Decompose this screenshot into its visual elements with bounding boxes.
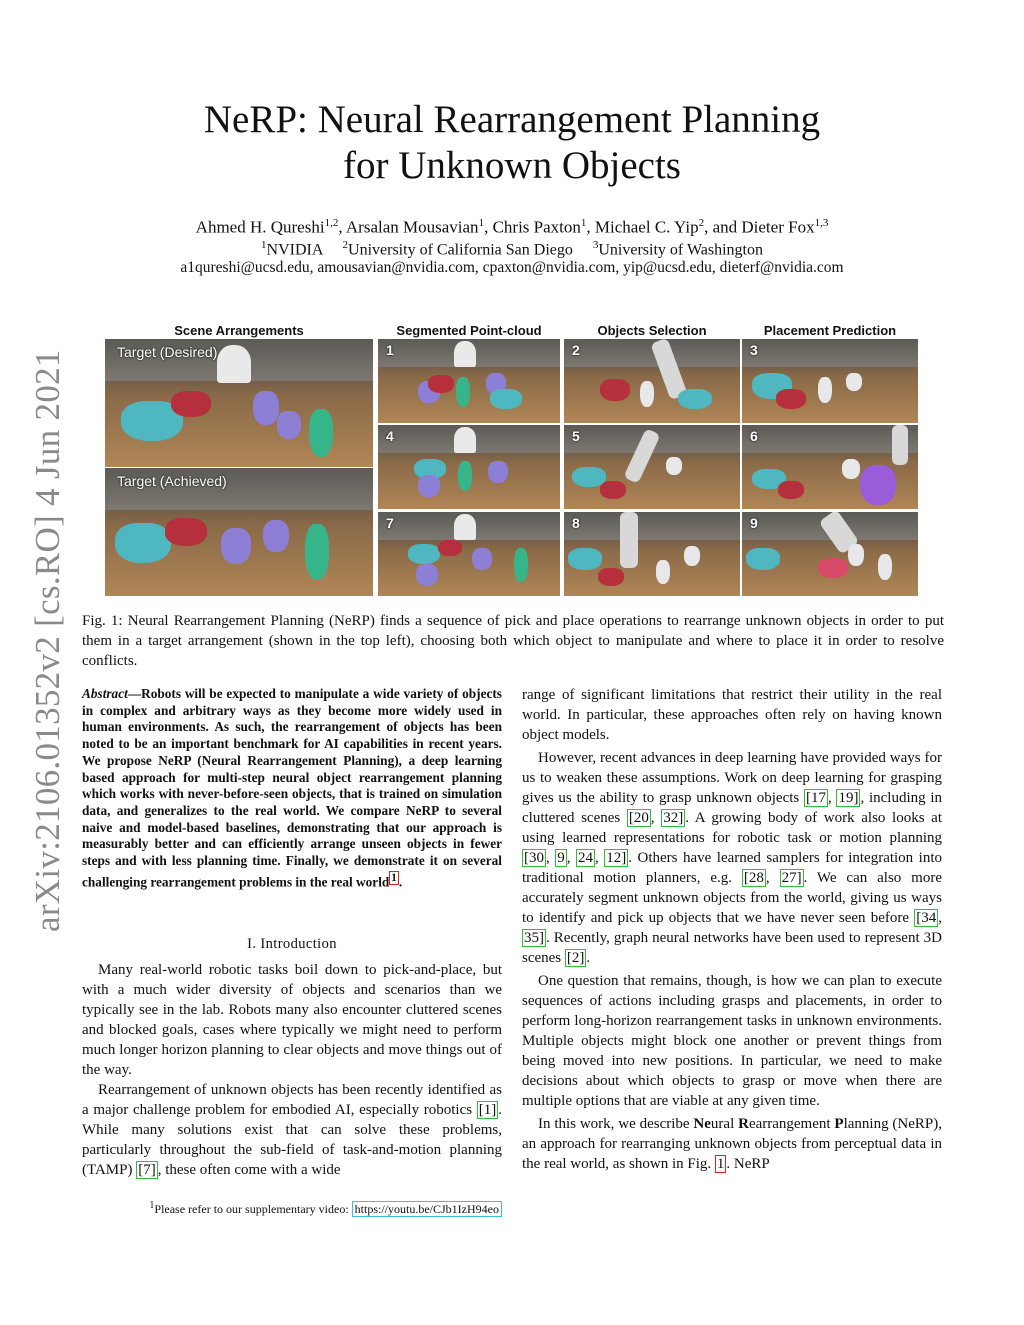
step-number: 7: [386, 515, 394, 531]
abstract: Abstract—Robots will be expected to manipulate a wide variety of objects in complex and arbitrary ways as they become more widely used in human environments. As such, the rearrangement of objects has been noted to be an important benchmark for AI capabilities in recent years. We propose NeRP (Neural Rearrangement Planning), a deep learning based approach for multi-step neural object rearrangement planning which works with never-before-seen objects, that is trained on simulation data, and generalizes to the real world. We compare NeRP to several naive and model-based baselines, demonstrating that our approach is measurably better and can efficiently arrange unseen objects in fewer steps and with less planning time. Finally, we demonstrate it on several challenging rearrangement problems in the real world $^1$ .: [82, 686, 502, 890]
step-number: 3: [750, 342, 758, 358]
figure-header-scene: Scene Arrangements: [174, 323, 304, 338]
intro-left-text: [82, 960, 502, 1180]
citation[interactable]: [1]: [478, 1102, 497, 1118]
citation[interactable]: 19]: [838, 790, 859, 806]
figure-header-placement: Placement Prediction: [763, 323, 897, 338]
photo-target-desired: [105, 339, 373, 467]
paper-title: NeRP: Neural Rearrangement Planning for Unknown Objects: [203, 98, 821, 187]
section-heading: I. Introduction: [247, 936, 337, 952]
step-number: 9: [750, 515, 758, 531]
citation[interactable]: 9: [557, 850, 565, 866]
paragraph: One question that remains, though, is how we can plan to execute sequences of actions including grasps and placements, in order to perform long-horizon rearrangement tasks in unknown environments. Multiple objects might block one another or prevent things from being moved into new positions. In particular, we need to make decisions about which objects to grasp or move when there are multiple options that are viable at any given time.: [522, 973, 942, 1109]
step-photo-7: [378, 512, 560, 596]
step-photo-9: [742, 512, 918, 596]
step-photo-4: [378, 425, 560, 509]
paragraph: Many real-world robotic tasks boil down to pick-and-place, but with a much wider diversity of objects and scenarios than we typically see in the lab. Robots many also encounter cluttered scenes and blocked goals, cases where typically we might need to perform much longer horizon planning to clear objects and move things out of the way.: [82, 962, 502, 1078]
figure-header-pointcloud: Segmented Point-cloud: [396, 323, 542, 338]
citation[interactable]: [34: [916, 910, 937, 926]
step-number: 6: [750, 428, 758, 444]
author-list: Ahmed H. Qureshi$^{1,2}$, Arsalan Mousavian$^1$, Chris Paxton$^1$, Michael C. Yip$^2$, and Dieter Fox$^{1,3}$: [195, 217, 829, 237]
step-photo-1: [378, 339, 560, 423]
photo-target-achieved: [105, 468, 373, 596]
figure-ref[interactable]: 1: [716, 1156, 725, 1172]
target-desired-label: Target (Desired): [117, 344, 218, 360]
step-photo-3: [742, 339, 918, 423]
citation[interactable]: 27]: [781, 870, 802, 886]
citation[interactable]: [30: [524, 850, 544, 866]
step-number: 8: [572, 515, 580, 531]
intro-right-text: [522, 685, 942, 1174]
affiliations: $^1$NVIDIA $^2$University of California San Diego $^3$University of Washington: [261, 239, 763, 259]
citation[interactable]: [17: [805, 790, 826, 806]
citation[interactable]: 35]: [524, 930, 544, 946]
step-number: 1: [386, 342, 394, 358]
paragraph: However, recent advances in deep learning have provided ways for us to weaken these assumptions. Work on deep learning for grasping gives us the ability to grasp unknown objects [17 , 19] , including in cluttered scenes [20 , 32] . A growing body of work also looks at using learned representations for robotic task or motion planning [30 , 9 , 24 , 12] . Others have learned samplers for integration into traditional motion planners, e.g. [28 , 27] . We can also more accurately segment unknown objects from the world, giving us ways to identify and pick up objects that we have never seen before [34 , 35] . Recently, graph neural networks have been used to represent 3D scenes [2] .: [522, 750, 943, 966]
citation[interactable]: 12]: [606, 850, 627, 866]
paragraph: range of significant limitations that restrict their utility in the real world. In particular, these approaches often rely on having known object models.: [522, 687, 942, 743]
step-number: 2: [572, 342, 580, 358]
figure-header-selection: Objects Selection: [597, 323, 707, 338]
paragraph: Rearrangement of unknown objects has been recently identified as a major challenge problem for embodied AI, especially robotics [1] . While many solutions exist that can solve these problems, particularly throughout the sub-field of task-and-motion planning (TAMP) [7] , these often come with a wide: [82, 1082, 502, 1178]
citation[interactable]: [28: [743, 870, 764, 886]
step-number: 5: [572, 428, 580, 444]
target-achieved-label: Target (Achieved): [117, 473, 227, 489]
step-number: 4: [386, 428, 394, 444]
author-emails: a1qureshi@ucsd.edu, amousavian@nvidia.com, cpaxton@nvidia.com, yip@ucsd.edu, dieterf@nvidia.com: [180, 259, 844, 276]
step-photo-6: [742, 425, 918, 509]
video-link[interactable]: https://youtu.be/CJb1IzH94eo: [352, 1201, 502, 1217]
step-photo-8: [564, 512, 740, 596]
citation[interactable]: [20: [628, 810, 649, 826]
citation[interactable]: 24: [578, 850, 593, 866]
footnote-ref[interactable]: 1: [391, 871, 397, 884]
citation[interactable]: 32]: [663, 810, 684, 826]
citation[interactable]: [2]: [566, 950, 585, 966]
figure-caption: Fig. 1: Neural Rearrangement Planning (NeRP) finds a sequence of pick and place operations to rearrange unknown objects in order to put them in a target arrangement (shown in the top left), choosing both which object to manipulate and where to place it in order to resolve conflicts.: [82, 613, 944, 669]
footnote: $^1$Please refer to our supplementary video: https://youtu.be/CJb1IzH94eo: [82, 1198, 502, 1217]
step-photo-2: [564, 339, 740, 423]
paragraph: In this work, we describe Neural Rearrangement Planning (NeRP), an approach for rearranging unknown objects from perceptual data in the real world, as shown in Fig. 1 . NeRP: [522, 1116, 942, 1172]
citation[interactable]: [7]: [138, 1162, 156, 1178]
step-photo-5: [564, 425, 740, 509]
